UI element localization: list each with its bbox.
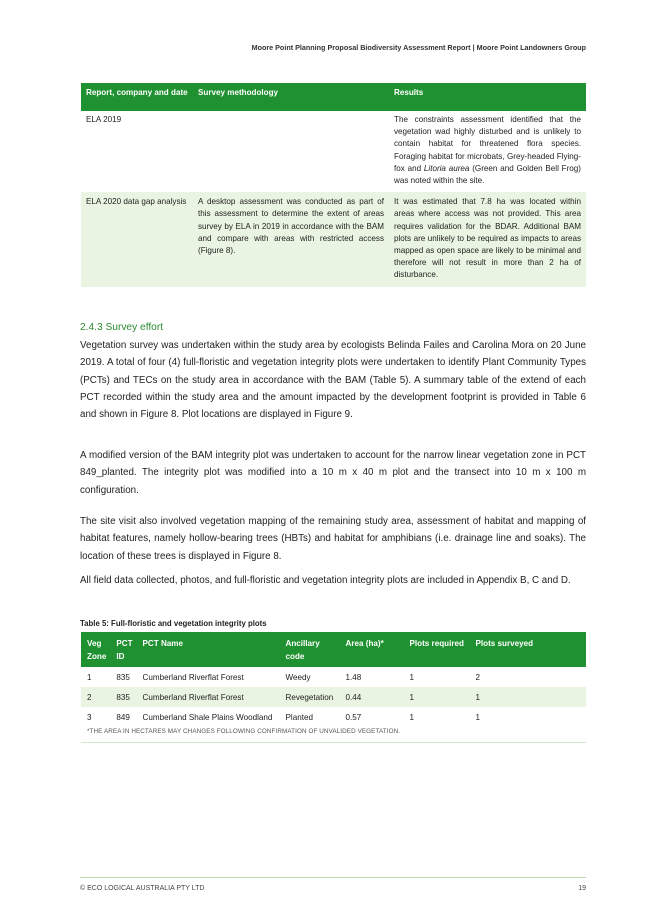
veg-zone-cell: 1 [87, 672, 92, 682]
table-row [81, 687, 586, 707]
pct-name-cell: Cumberland Shale Plains Woodland [142, 712, 273, 722]
report-cell: ELA 2019 [81, 111, 193, 192]
table-row [81, 707, 586, 727]
report-cell: ELA 2020 data gap analysis [81, 192, 193, 286]
plots-surveyed-cell: 2 [475, 672, 481, 682]
methodology-cell: A desktop assessment was conducted as part of this assessment to determine the extent of areas survey by ELA in 2019 in accordance with the BAM and compare with areas with restricted access (Figure 8). [193, 192, 389, 286]
table-row [81, 111, 586, 192]
footer-copyright: © ECO LOGICAL AUSTRALIA PTY LTD [80, 885, 205, 892]
survey-summary-table [81, 83, 586, 287]
pct-id-cell: 835 [116, 672, 130, 682]
running-header: Moore Point Planning Proposal Biodiversity Assessment Report | Moore Point Landowners Group [251, 43, 586, 52]
plots-table [81, 632, 586, 743]
column-header-area: Area (ha)* [340, 632, 404, 667]
results-text: The constraints assessment identified that the vegetation wad highly disturbed and is unlikely to contain habitat for threatened flora species. Foraging habitat for microbats, Grey-headed Flying-fox and [394, 115, 581, 173]
body-paragraph: All field data collected, photos, and full-floristic and vegetation integrity plots are included in Appendix B, C and D. [80, 575, 571, 586]
results-cell: It was estimated that 7.8 ha was located within areas where access was not provided. This area requires validation for the BDAR. Additional BAM plots are unlikely to be required as impacts to areas mapped as open space are likely to be minimal and therefore will not result in more than 2 ha of disturbance. [389, 192, 586, 286]
table-caption: Table 5: Full-floristic and vegetation integrity plots [80, 619, 267, 628]
pct-id-cell: 849 [116, 712, 130, 722]
pct-id-cell: 835 [110, 687, 136, 707]
ancillary-code-cell: Revegetation [280, 687, 340, 707]
area-cell: 1.48 [345, 672, 362, 682]
veg-zone-cell: 2 [81, 687, 110, 707]
column-header-plots-surveyed: Plots surveyed [470, 632, 586, 667]
column-header-plots-required: Plots required [404, 632, 470, 667]
section-heading: 2.4.3 Survey effort [80, 322, 164, 333]
column-header-pct-id: PCT ID [110, 632, 136, 667]
plots-required-cell: 1 [404, 687, 470, 707]
footer-divider [80, 877, 586, 878]
species-name: Litoria aurea [423, 163, 470, 173]
area-cell: 0.57 [345, 712, 362, 722]
table-header-row [81, 83, 586, 111]
area-cell: 0.44 [340, 687, 404, 707]
table-row [81, 667, 586, 687]
column-header-pct-name: PCT Name [137, 632, 280, 667]
body-paragraph: The site visit also involved vegetation mapping of the remaining study area, assessment of habitat and mapping of habitat features, namely hollow-bearing trees (HBTs) and habitat for amphibians (i.e. drainage line and soaks). The location of these trees is displayed in Figure 8. [80, 516, 586, 562]
column-header-veg-zone: Veg Zone [81, 632, 110, 667]
body-paragraph: A modified version of the BAM integrity plot was undertaken to account for the narrow linear vegetation zone in PCT 849_planted. The integrity plot was modified into a 10 m x 40 m plot and the transect into 10 m x 100 m configuration. [80, 450, 586, 496]
column-header-methodology: Survey methodology [193, 83, 389, 111]
column-header-ancillary-code: Ancillary code [280, 632, 340, 667]
plots-surveyed-cell: 1 [470, 687, 586, 707]
results-text-end: (Green and Golden Bell Frog) was noted within the site. [394, 163, 582, 186]
plots-required-cell: 1 [409, 672, 415, 682]
ancillary-code-cell: Weedy [285, 672, 311, 682]
table-note-row [81, 727, 586, 743]
plots-required-cell: 1 [409, 712, 415, 722]
pct-name-cell: Cumberland Riverflat Forest [142, 672, 244, 682]
column-header-results: Results [389, 83, 586, 111]
plots-surveyed-cell: 1 [475, 712, 481, 722]
table-row [81, 192, 586, 286]
column-header-report: Report, company and date [81, 83, 193, 111]
page-number: 19 [578, 885, 586, 892]
pct-name-cell: Cumberland Riverflat Forest [137, 687, 280, 707]
results-cell [389, 111, 586, 192]
methodology-cell [193, 111, 389, 192]
table-header-row [81, 632, 586, 667]
veg-zone-cell: 3 [87, 712, 92, 722]
body-paragraph: Vegetation survey was undertaken within the study area by ecologists Belinda Failes and Carolina Mora on 20 June 2019. A total of four (4) full-floristic and vegetation integrity plots were undertaken to identify Plant Community Types (PCTs) and TECs on the study area in accordance with the BAM (Table 5). A summary table of the extend of each PCT recorded within the study area and the amount impacted by the development footprint is provided in Table 6 and shown in Figure 8. Plot locations are displayed in Figure 9. [80, 340, 586, 421]
table-footnote: *THE AREA IN HECTARES MAY CHANGES FOLLOWING CONFIRMATION OF UNVALIDED VEGETATION. [81, 727, 586, 743]
ancillary-code-cell: Planted [285, 712, 313, 722]
